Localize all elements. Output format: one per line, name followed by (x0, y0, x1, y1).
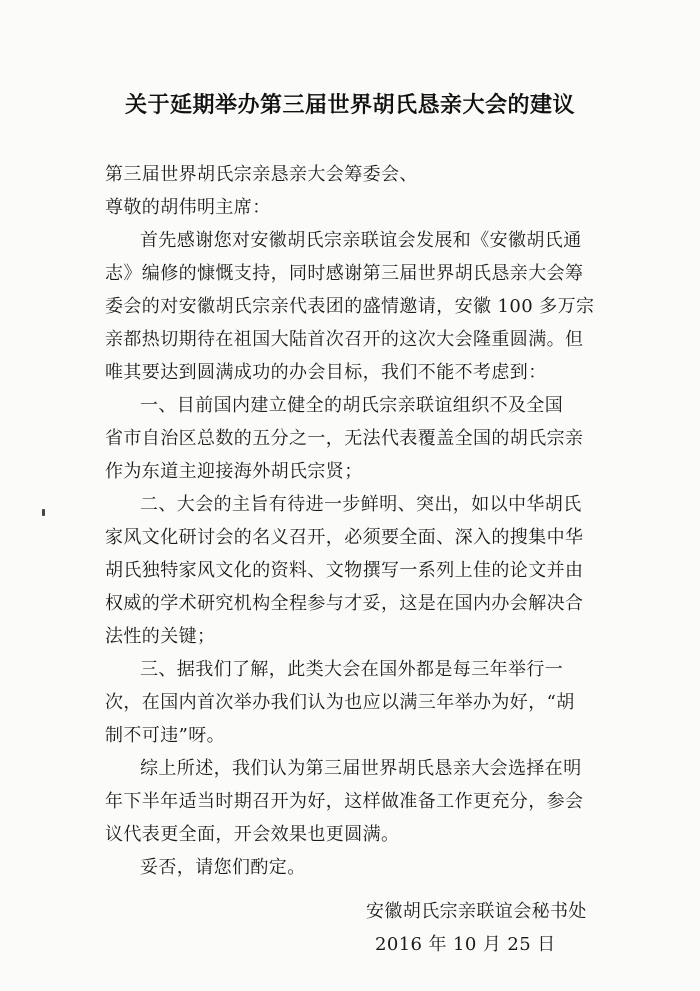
body-line: 志》编修的慷慨支持，同时感谢第三届世界胡氏恳亲大会筹 (105, 263, 584, 284)
body-line: 亲都热切期待在祖国大陆首次召开的这次大会隆重圆满。但 (105, 329, 584, 350)
body-line: 唯其要达到圆满成功的办会目标，我们不能不考虑到： (105, 362, 547, 383)
point-three-line: 制不可违”呀。 (105, 725, 226, 746)
point-two-line: 法性的关键； (105, 626, 216, 647)
point-three-line: 次，在国内首次举办我们认为也应以满三年举办为好，“胡 (105, 692, 575, 713)
body-line: 委会的对安徽胡氏宗亲代表团的盛情邀请，安徽 100 多万宗 (105, 296, 595, 317)
signature-date: 2016 年 10 月 25 日 (375, 934, 556, 955)
point-one-line: 省市自治区总数的五分之一，无法代表覆盖全国的胡氏宗亲 (105, 428, 584, 449)
point-two-line: 家风文化研讨会的名义召开，必须要全面、深入的搜集中华 (105, 527, 584, 548)
salutation-line: 尊敬的胡伟明主席： (105, 197, 271, 218)
point-one-line: 作为东道主迎接海外胡氏宗贤； (105, 461, 363, 482)
conclusion-line: 年下半年适当时期召开为好，这样做准备工作更充分，参会 (105, 791, 584, 812)
signature-organization: 安徽胡氏宗亲联谊会秘书处 (366, 901, 587, 922)
closing-line: 妥否，请您们酌定。 (140, 857, 306, 878)
recipient-line: 第三届世界胡氏宗亲恳亲大会筹委会、 (105, 164, 418, 185)
point-one-line: 一、目前国内建立健全的胡氏宗亲联谊组织不及全国 (140, 395, 564, 416)
point-three-line: 三、据我们了解，此类大会在国外都是每三年举行一 (140, 659, 564, 680)
conclusion-line: 议代表更全面，开会效果也更圆满。 (105, 824, 400, 845)
point-two-line: 权威的学术研究机构全程参与才妥，这是在国内办会解决合 (105, 593, 584, 614)
point-two-line: 二、大会的主旨有待进一步鲜明、突出，如以中华胡氏 (140, 494, 582, 515)
body-line: 首先感谢您对安徽胡氏宗亲联谊会发展和《安徽胡氏通 (140, 230, 582, 251)
scan-speck (42, 509, 45, 516)
conclusion-line: 综上所述，我们认为第三届世界胡氏恳亲大会选择在明 (140, 758, 582, 779)
document-title: 关于延期举办第三届世界胡氏恳亲大会的建议 (124, 93, 575, 118)
point-two-line: 胡氏独特家风文化的资料、文物撰写一系列上佳的论文并由 (105, 560, 584, 581)
